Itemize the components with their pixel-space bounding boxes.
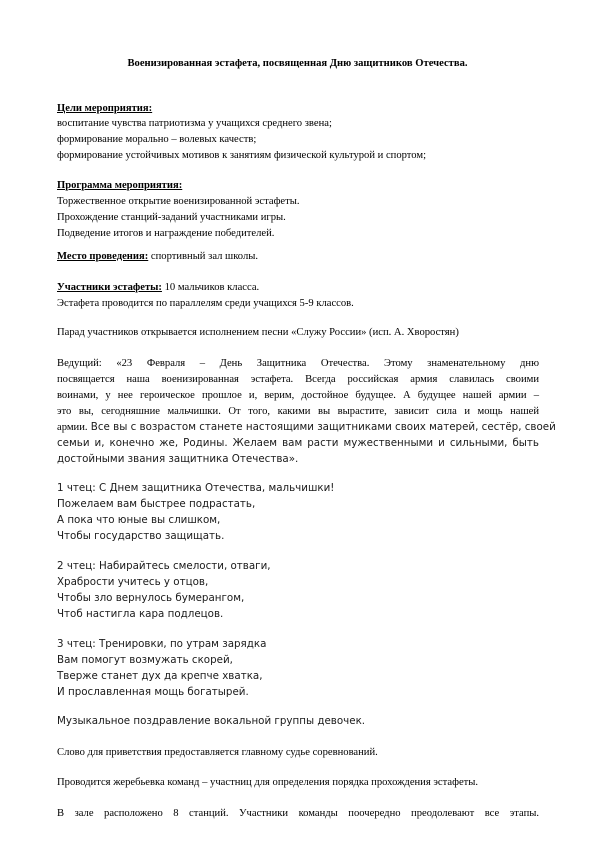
poem-line: Чтобы государство защищать. xyxy=(57,530,225,542)
host-speech-fragment: армии. xyxy=(57,422,88,433)
poem-line: Вам помогут возмужать скорей, xyxy=(57,654,233,666)
music-line: Музыкальное поздравление вокальной группы девочек. xyxy=(57,715,366,727)
poem-line: 2 чтец: Набирайтесь смелости, отваги, xyxy=(57,560,271,572)
host-speech-line: семьи и, конечно же, Родины. Желаем вам расти мужественными и сильными, быть xyxy=(57,437,539,449)
poem-line: И прославленная мощь богатырей. xyxy=(57,686,249,698)
parade-line: Парад участников открывается исполнением песни «Служу России» (исп. А. Хворостян) xyxy=(57,327,459,338)
goal-item: воспитание чувства патриотизма у учащихся среднего звена; xyxy=(57,118,332,129)
document-title: Военизированная эстафета, посвященная Дню защитников Отечества. xyxy=(127,58,468,69)
program-heading: Программа мероприятия: xyxy=(57,180,183,191)
participants-label: Участники эстафеты: xyxy=(57,282,162,293)
poem-line: 1 чтец: С Днем защитника Отечества, мальчишки! xyxy=(57,482,335,494)
host-speech-line: воинами, у нее героическое прошлое и, верим, достойное будущее. А будущее нашей армии – xyxy=(57,390,539,401)
host-speech-line: это вы, сегодняшние мальчишки. От того, какими вы вырастите, зависит сила и мощь нашей xyxy=(57,406,539,417)
poem-line: Храбрости учитесь у отцов, xyxy=(57,576,209,588)
goal-item: формирование устойчивых мотивов к занятиям физической культурой и спортом; xyxy=(57,150,427,161)
host-speech-line: достойными звания защитника Отечества». xyxy=(57,453,299,465)
participants-line xyxy=(57,280,259,295)
poem-line: А пока что юные вы слишком, xyxy=(57,514,221,526)
poem-line: 3 чтец: Тренировки, по утрам зарядка xyxy=(57,638,267,650)
poem-line: Пожелаем вам быстрее подрастать, xyxy=(57,498,256,510)
host-speech-line: Ведущий: «23 Февраля – День Защитника Отечества. Этому знаменательному дню xyxy=(57,358,539,369)
participants-value: 10 мальчиков класса. xyxy=(161,282,260,293)
host-speech-line xyxy=(57,420,556,435)
poem-line: Чтобы зло вернулось бумерангом, xyxy=(57,592,245,604)
judge-line: Слово для приветствия предоставляется главному судье соревнований. xyxy=(57,747,378,758)
draw-line: Проводится жеребьевка команд – участниц для определения порядка прохождения эстафеты. xyxy=(57,777,479,788)
goals-heading: Цели мероприятия: xyxy=(57,103,153,114)
program-item: Торжественное открытие военизированной эстафеты. xyxy=(57,196,300,207)
host-speech-line: посвящается наша военизированная эстафета. Всегда российская армия славилась своими xyxy=(57,374,539,385)
place-label: Место проведения: xyxy=(57,251,149,262)
goal-item: формирование морально – волевых качеств; xyxy=(57,134,257,145)
host-speech-fragment: Все вы с возрастом станете настоящими защитниками своих матерей, сестёр, своей xyxy=(87,421,556,433)
program-item: Подведение итогов и награждение победителей. xyxy=(57,228,275,239)
stations-line: В зале расположено 8 станций. Участники команды поочередно преодолевают все этапы. xyxy=(57,808,539,819)
program-item: Прохождение станций-заданий участниками игры. xyxy=(57,212,286,223)
poem-line: Тверже станет дух да крепче хватка, xyxy=(57,670,263,682)
place-line xyxy=(57,249,258,264)
poem-line: Чтоб настигла кара подлецов. xyxy=(57,608,224,620)
place-value: спортивный зал школы. xyxy=(148,251,259,262)
participants-note: Эстафета проводится по параллелям среди учащихся 5-9 классов. xyxy=(57,298,354,309)
